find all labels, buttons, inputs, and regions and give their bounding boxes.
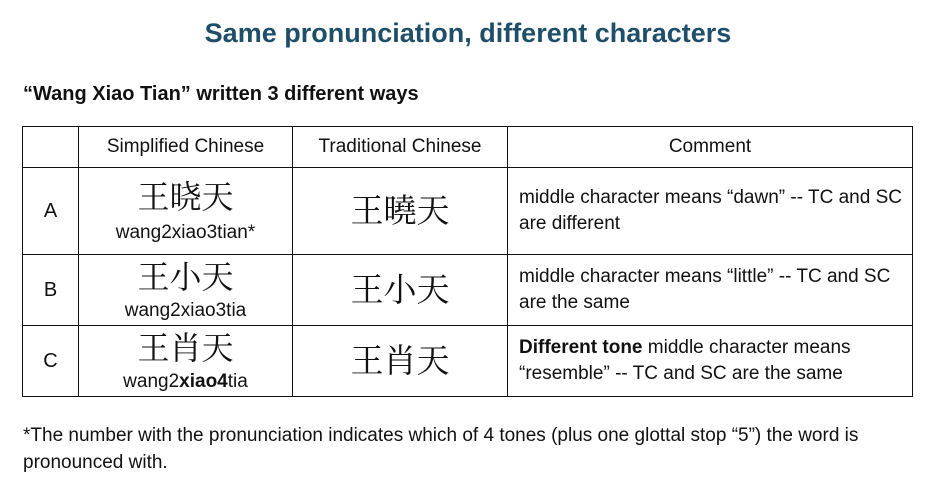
header-comment: Comment — [508, 127, 913, 168]
simplified-characters: 王晓天 — [137, 178, 234, 216]
comment-cell: middle character means “little” -- TC and SC are the same — [508, 255, 913, 326]
table-header-row — [23, 127, 913, 168]
comment-cell: middle character means “dawn” -- TC and SC are different — [508, 168, 913, 255]
header-empty — [23, 127, 79, 168]
header-traditional: Traditional Chinese — [293, 127, 508, 168]
comparison-table — [22, 126, 913, 397]
traditional-characters: 王肖天 — [350, 341, 450, 380]
pinyin: wang2xiao3tian* — [115, 222, 256, 243]
comment-cell — [508, 326, 913, 397]
traditional-cell — [293, 168, 508, 255]
table-row — [23, 168, 913, 255]
traditional-characters: 王小天 — [350, 270, 450, 309]
pinyin-prefix: wang2 — [123, 371, 180, 392]
pinyin — [79, 371, 292, 393]
footnote: *The number with the pronunciation indicates which of 4 tones (plus one glottal stop “5”) the word is pronounced with. — [23, 425, 859, 473]
comment-emphasis: Different tone — [519, 337, 643, 358]
header-simplified: Simplified Chinese — [79, 127, 293, 168]
row-label: A — [23, 168, 79, 255]
table-row — [23, 326, 913, 397]
page-title: Same pronunciation, different characters — [204, 18, 732, 48]
pinyin: wang2xiao3tia — [124, 300, 247, 321]
simplified-cell — [79, 255, 293, 326]
pinyin-emphasis: xiao4 — [179, 371, 228, 392]
simplified-cell — [79, 168, 293, 255]
traditional-cell — [293, 255, 508, 326]
comment-text: middle character means “resemble” -- TC and SC are the same — [519, 337, 851, 384]
table-row — [23, 255, 913, 326]
simplified-characters: 王肖天 — [137, 329, 234, 367]
simplified-cell — [79, 326, 293, 397]
traditional-cell — [293, 326, 508, 397]
subtitle: “Wang Xiao Tian” written 3 different ways — [23, 83, 419, 105]
row-label: C — [23, 326, 79, 397]
traditional-characters: 王曉天 — [350, 191, 450, 230]
row-label: B — [23, 255, 79, 326]
pinyin-suffix: tia — [227, 371, 248, 392]
simplified-characters: 王小天 — [137, 258, 234, 296]
